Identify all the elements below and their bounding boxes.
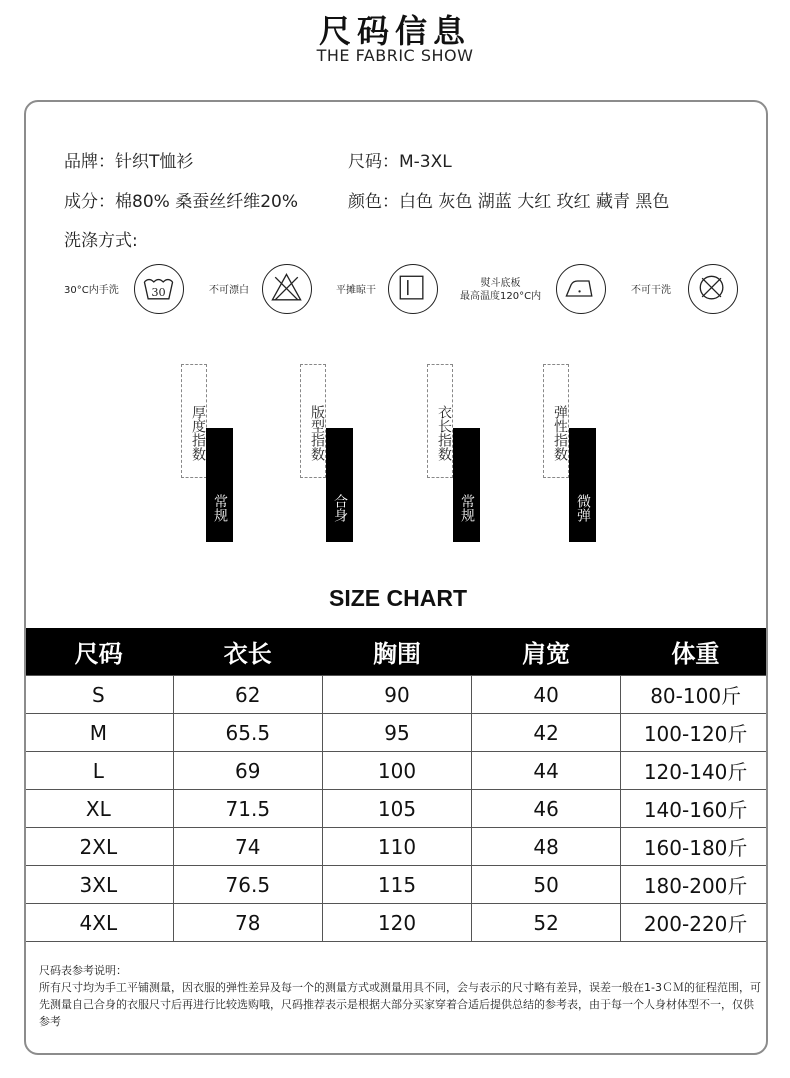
header-chest: 胸围	[322, 628, 471, 676]
index-value-length: 常规	[453, 428, 480, 542]
table-row	[24, 752, 768, 790]
cell-size: 4XL	[24, 904, 173, 942]
care-label-iron-line2: 最高温度120°C内	[460, 291, 542, 302]
cell-length: 62	[173, 676, 322, 714]
table-row	[24, 790, 768, 828]
cell-length: 69	[173, 752, 322, 790]
table-row	[24, 714, 768, 752]
cell-size: L	[24, 752, 173, 790]
header-length: 衣长	[173, 628, 322, 676]
index-label-elasticity: 弹性指数	[543, 364, 569, 478]
cell-chest: 95	[322, 714, 471, 752]
cell-size: M	[24, 714, 173, 752]
index-label-length: 衣长指数	[427, 364, 453, 478]
care-label-iron	[460, 277, 541, 303]
cell-size: 2XL	[24, 828, 173, 866]
cell-shoulder: 52	[472, 904, 621, 942]
wash-title: 洗涤方式:	[64, 231, 138, 251]
dry-flat-icon	[388, 264, 438, 314]
cell-weight: 100-120斤	[621, 714, 768, 752]
size-note-title: 尺码表参考说明：	[39, 964, 127, 977]
cell-chest: 115	[322, 866, 471, 904]
color-info: 颜色：白色 灰色 湖蓝 大红 玫红 藏青 黑色	[348, 192, 670, 212]
size-chart-title: SIZE CHART	[329, 585, 467, 611]
cell-shoulder: 42	[472, 714, 621, 752]
cell-chest: 105	[322, 790, 471, 828]
care-label-no-bleach: 不可漂白	[209, 285, 249, 296]
size-note	[39, 962, 764, 1030]
cell-chest: 110	[322, 828, 471, 866]
cell-length: 65.5	[173, 714, 322, 752]
table-row	[24, 676, 768, 714]
cell-length: 71.5	[173, 790, 322, 828]
page-title: 尺码信息	[318, 12, 471, 50]
header-weight: 体重	[621, 628, 768, 676]
cell-size: XL	[24, 790, 173, 828]
iron-icon	[556, 264, 606, 314]
header-shoulder: 肩宽	[472, 628, 621, 676]
cell-shoulder: 48	[472, 828, 621, 866]
index-value-elasticity: 微弹	[569, 428, 596, 542]
cell-size: S	[24, 676, 173, 714]
hand-wash-30-icon	[134, 264, 184, 314]
care-label-hand-wash: 30°C内手洗	[64, 285, 119, 296]
cell-weight: 80-100斤	[621, 676, 768, 714]
size-info-card	[24, 100, 768, 1055]
cell-size: 3XL	[24, 866, 173, 904]
care-label-no-dry-clean: 不可干洗	[631, 285, 671, 296]
index-value-fit: 合身	[326, 428, 353, 542]
wash-temp-text: 30	[151, 286, 166, 300]
cell-chest: 120	[322, 904, 471, 942]
cell-length: 74	[173, 828, 322, 866]
cell-shoulder: 40	[472, 676, 621, 714]
cell-weight: 120-140斤	[621, 752, 768, 790]
index-label-fit: 版型指数	[300, 364, 326, 478]
care-label-dry-flat: 平摊晾干	[336, 285, 376, 296]
cell-length: 78	[173, 904, 322, 942]
cell-shoulder: 44	[472, 752, 621, 790]
index-label-thickness: 厚度指数	[181, 364, 207, 478]
size-note-body: 所有尺寸均为手工平铺测量，因衣服的弹性差异及每一个的测量方式或测量用具不同，会与表示的尺寸略有差异，误差一般在1-3ＣＭ的征程范围，可先测量自己合身的衣服尺寸后再进行比较选购哦，尺码推荐表示是根据大部分买家穿着合适后提供总结的参考表，由于每一个人身材体型不一，仅供参考	[39, 981, 761, 1028]
table-row	[24, 904, 768, 942]
cell-length: 76.5	[173, 866, 322, 904]
cell-shoulder: 46	[472, 790, 621, 828]
index-value-thickness: 常规	[206, 428, 233, 542]
composition-info: 成分：棉80% 桑蚕丝纤维20%	[64, 192, 298, 212]
cell-chest: 90	[322, 676, 471, 714]
cell-chest: 100	[322, 752, 471, 790]
page-subtitle: THE FABRIC SHOW	[316, 46, 474, 65]
cell-weight: 200-220斤	[621, 904, 768, 942]
cell-weight: 180-200斤	[621, 866, 768, 904]
care-label-iron-line1: 熨斗底板	[480, 278, 521, 289]
size-range-info: 尺码：M-3XL	[348, 152, 452, 172]
cell-weight: 160-180斤	[621, 828, 768, 866]
size-chart-table	[24, 628, 768, 942]
cell-shoulder: 50	[472, 866, 621, 904]
size-chart-header-row	[24, 628, 768, 676]
table-row	[24, 866, 768, 904]
table-row	[24, 828, 768, 866]
brand-info: 品牌：针织T恤衫	[64, 152, 194, 172]
no-bleach-icon	[262, 264, 312, 314]
no-dry-clean-icon	[688, 264, 738, 314]
cell-weight: 140-160斤	[621, 790, 768, 828]
header-size: 尺码	[24, 628, 173, 676]
